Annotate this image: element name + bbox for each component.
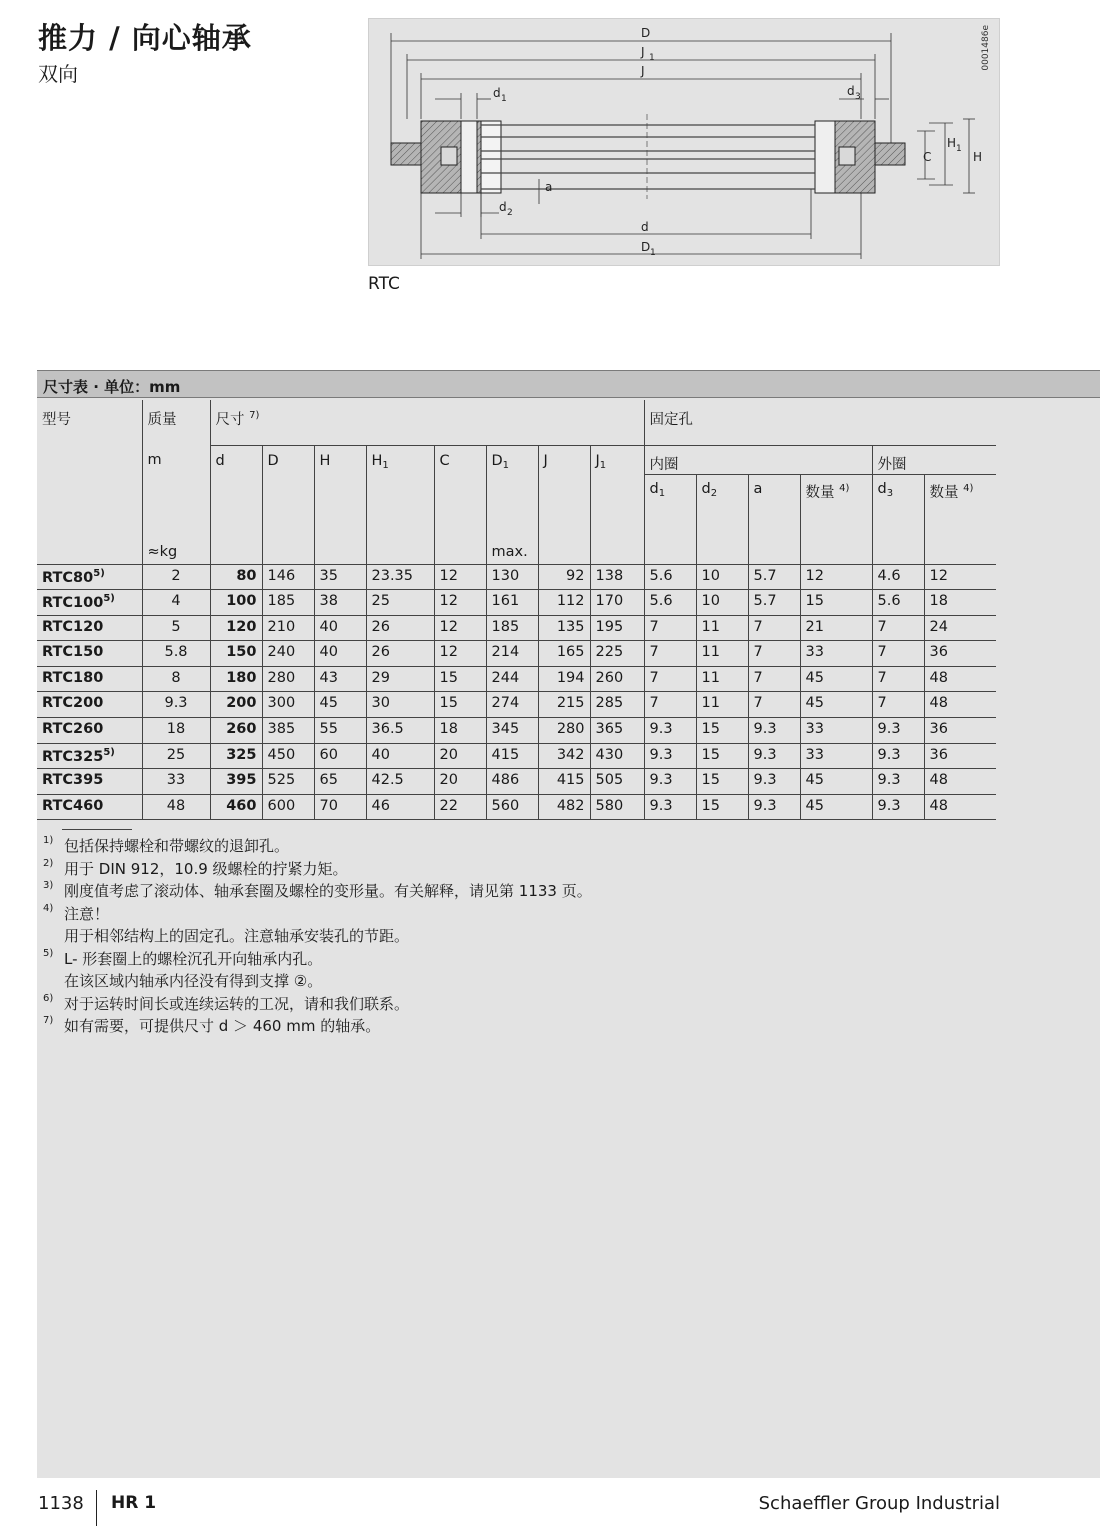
cell-J1: 170 <box>590 590 644 616</box>
cell-d1: 9.3 <box>644 769 696 795</box>
cell-d: 80 <box>210 564 262 590</box>
cell-C: 12 <box>434 641 486 667</box>
cell-d3: 7 <box>872 692 924 718</box>
cell-d: 460 <box>210 794 262 820</box>
cell-a: 5.7 <box>748 564 800 590</box>
cell-d1: 9.3 <box>644 743 696 769</box>
table-row <box>37 692 996 718</box>
cell-n_out: 48 <box>924 769 996 795</box>
footnote <box>43 858 592 881</box>
cell-d3: 7 <box>872 641 924 667</box>
cell-d2: 15 <box>696 718 748 744</box>
cell-a: 7 <box>748 615 800 641</box>
cell-d: 100 <box>210 590 262 616</box>
cell-n_out: 48 <box>924 666 996 692</box>
svg-text:C: C <box>923 150 932 164</box>
cell-H1: 40 <box>366 743 434 769</box>
col-D1: $D_1$ <box>486 445 538 474</box>
cell-J: 135 <box>538 615 590 641</box>
col-d: d <box>210 445 262 474</box>
table-row <box>37 564 996 590</box>
cell-D1: 415 <box>486 743 538 769</box>
col-qty-outer: 数量 $^{4)}$ <box>924 474 996 564</box>
cell-d2: 11 <box>696 641 748 667</box>
cell-J: 482 <box>538 794 590 820</box>
cell-C: 15 <box>434 692 486 718</box>
cell-C: 20 <box>434 769 486 795</box>
cell-m: 33 <box>142 769 210 795</box>
cell-J: 194 <box>538 666 590 692</box>
footnote-line: 在该区域内轴承内径没有得到支撑 ②。 <box>64 972 323 990</box>
footnote-mark: 4) <box>43 902 54 914</box>
page-number: 1138 <box>38 1493 84 1514</box>
table-row <box>37 743 996 769</box>
table-row <box>37 794 996 820</box>
row-model: RTC80$^{5)}$ <box>37 564 142 590</box>
footnote-mark: 7) <box>43 1015 54 1026</box>
cell-d3: 4.6 <box>872 564 924 590</box>
table-row <box>37 641 996 667</box>
table-caption: 尺寸表 · 单位：mm <box>37 370 1100 398</box>
cell-J1: 430 <box>590 743 644 769</box>
row-model: RTC460 <box>37 794 142 820</box>
col-J: J <box>538 445 590 474</box>
svg-text:a: a <box>545 180 553 194</box>
cell-d3: 7 <box>872 666 924 692</box>
cell-C: 22 <box>434 794 486 820</box>
svg-text:1: 1 <box>501 94 507 104</box>
svg-text:D: D <box>641 26 651 40</box>
cell-H: 65 <box>314 769 366 795</box>
col-H1: $H_1$ <box>366 445 434 474</box>
svg-text:d: d <box>499 200 507 214</box>
cell-C: 12 <box>434 615 486 641</box>
cell-a: 7 <box>748 692 800 718</box>
col-model: 型号 <box>42 412 71 428</box>
cell-d2: 11 <box>696 666 748 692</box>
row-model: RTC180 <box>37 666 142 692</box>
cell-n_in: 33 <box>800 743 872 769</box>
cell-d1: 5.6 <box>644 590 696 616</box>
cell-d2: 10 <box>696 564 748 590</box>
svg-text:1: 1 <box>650 248 656 258</box>
cell-D: 300 <box>262 692 314 718</box>
table-row <box>37 769 996 795</box>
cell-H: 35 <box>314 564 366 590</box>
col-dims: 尺寸 $^{7)}$ <box>210 400 644 445</box>
cell-D1: 345 <box>486 718 538 744</box>
cell-d3: 9.3 <box>872 769 924 795</box>
cell-n_out: 36 <box>924 743 996 769</box>
footnote-line: 对于运转时间长或连续运转的工况，请和我们联系。 <box>64 994 410 1013</box>
cell-H: 70 <box>314 794 366 820</box>
cell-a: 9.3 <box>748 794 800 820</box>
col-qty-inner: 数量 $^{4)}$ <box>800 474 872 564</box>
svg-text:2: 2 <box>507 208 513 218</box>
table-row <box>37 666 996 692</box>
cell-H: 45 <box>314 692 366 718</box>
cell-J1: 505 <box>590 769 644 795</box>
cell-m: 5.8 <box>142 641 210 667</box>
footnotes <box>43 835 592 1038</box>
cell-n_in: 33 <box>800 718 872 744</box>
col-D: D <box>262 445 314 474</box>
cell-d2: 11 <box>696 692 748 718</box>
footnote-rule <box>62 829 132 830</box>
cell-d2: 11 <box>696 615 748 641</box>
cell-J: 280 <box>538 718 590 744</box>
cell-d1: 7 <box>644 666 696 692</box>
table-row <box>37 718 996 744</box>
footnote-line: 用于相邻结构上的固定孔。注意轴承安装孔的节距。 <box>64 927 410 945</box>
cell-D1: 244 <box>486 666 538 692</box>
cell-H: 43 <box>314 666 366 692</box>
svg-text:d: d <box>847 84 855 98</box>
col-d2: $d_2$ <box>696 474 748 564</box>
cell-n_in: 45 <box>800 692 872 718</box>
dimension-table <box>37 400 996 820</box>
footnote-line: 用于 DIN 912，10.9 级螺栓的拧紧力矩。 <box>64 859 348 878</box>
cell-d2: 15 <box>696 743 748 769</box>
row-model: RTC150 <box>37 641 142 667</box>
footnote <box>43 948 592 993</box>
col-H: H <box>314 445 366 474</box>
cell-D1: 185 <box>486 615 538 641</box>
footnote-line: L- 形套圈上的螺栓沉孔开向轴承内孔。 <box>64 949 323 968</box>
footer-divider <box>96 1490 97 1526</box>
cell-H1: 26 <box>366 615 434 641</box>
cell-d: 325 <box>210 743 262 769</box>
col-d3: $d_3$ <box>872 474 924 564</box>
cell-d1: 9.3 <box>644 718 696 744</box>
cell-J1: 285 <box>590 692 644 718</box>
cell-H1: 30 <box>366 692 434 718</box>
cell-a: 7 <box>748 641 800 667</box>
table-row <box>37 590 996 616</box>
col-outer: 外圈 <box>872 445 996 474</box>
footnote-mark: 5) <box>43 947 54 959</box>
cell-D: 385 <box>262 718 314 744</box>
cell-m: 48 <box>142 794 210 820</box>
col-J1: $J_1$ <box>590 445 644 474</box>
cell-D: 450 <box>262 743 314 769</box>
figure-caption: RTC <box>368 274 400 294</box>
cell-n_in: 15 <box>800 590 872 616</box>
footnote <box>43 903 592 948</box>
col-max: max. <box>486 474 538 564</box>
cell-D: 185 <box>262 590 314 616</box>
cell-d: 180 <box>210 666 262 692</box>
cell-m: 25 <box>142 743 210 769</box>
cell-D: 280 <box>262 666 314 692</box>
cell-d1: 5.6 <box>644 564 696 590</box>
col-inner: 内圈 <box>644 445 872 474</box>
cell-m: 8 <box>142 666 210 692</box>
cell-n_out: 24 <box>924 615 996 641</box>
cell-n_in: 45 <box>800 666 872 692</box>
cell-d2: 15 <box>696 769 748 795</box>
cell-d2: 15 <box>696 794 748 820</box>
table-row <box>37 615 996 641</box>
footnote-mark: 2) <box>43 857 54 869</box>
cell-d: 200 <box>210 692 262 718</box>
footnote-line: 包括保持螺栓和带螺纹的退卸孔。 <box>64 837 290 855</box>
cell-H: 40 <box>314 641 366 667</box>
cell-a: 9.3 <box>748 769 800 795</box>
cell-J1: 365 <box>590 718 644 744</box>
col-C: C <box>434 445 486 474</box>
company-name: Schaeffler Group Industrial <box>758 1493 1000 1514</box>
cell-d: 260 <box>210 718 262 744</box>
svg-text:H: H <box>947 136 957 150</box>
cell-m: 5 <box>142 615 210 641</box>
cell-C: 12 <box>434 590 486 616</box>
svg-text:d: d <box>493 86 501 100</box>
row-model: RTC200 <box>37 692 142 718</box>
row-model: RTC395 <box>37 769 142 795</box>
cell-n_out: 36 <box>924 718 996 744</box>
cell-D1: 274 <box>486 692 538 718</box>
cell-n_in: 45 <box>800 769 872 795</box>
cell-J1: 195 <box>590 615 644 641</box>
cell-n_in: 33 <box>800 641 872 667</box>
cell-H1: 46 <box>366 794 434 820</box>
cell-H: 38 <box>314 590 366 616</box>
cell-J1: 260 <box>590 666 644 692</box>
cell-n_out: 12 <box>924 564 996 590</box>
row-model: RTC100$^{5)}$ <box>37 590 142 616</box>
bearing-drawing <box>368 18 1000 266</box>
cell-J1: 225 <box>590 641 644 667</box>
cell-d1: 7 <box>644 692 696 718</box>
svg-text:H: H <box>973 150 983 164</box>
page-subtitle: 双向 <box>38 62 78 86</box>
col-mass-unit: ≈kg <box>142 474 210 564</box>
footnote <box>43 993 592 1016</box>
footnote <box>43 1015 592 1038</box>
cell-d: 150 <box>210 641 262 667</box>
cell-J: 342 <box>538 743 590 769</box>
footnote-line: 刚度值考虑了滚动体、轴承套圈及螺栓的变形量。有关解释，请见第 1133 页。 <box>64 882 592 900</box>
cell-H1: 29 <box>366 666 434 692</box>
cell-D: 240 <box>262 641 314 667</box>
svg-text:J: J <box>641 64 645 78</box>
cell-D: 210 <box>262 615 314 641</box>
row-model: RTC260 <box>37 718 142 744</box>
cell-D1: 130 <box>486 564 538 590</box>
cell-a: 9.3 <box>748 718 800 744</box>
cell-D: 600 <box>262 794 314 820</box>
cell-H: 40 <box>314 615 366 641</box>
cell-d1: 9.3 <box>644 794 696 820</box>
footnote-line: 注意！ <box>64 904 110 923</box>
cell-d: 395 <box>210 769 262 795</box>
cell-a: 5.7 <box>748 590 800 616</box>
cell-n_out: 36 <box>924 641 996 667</box>
cell-H1: 42.5 <box>366 769 434 795</box>
cell-m: 2 <box>142 564 210 590</box>
col-fixing: 固定孔 <box>644 400 996 445</box>
cell-d3: 5.6 <box>872 590 924 616</box>
cell-C: 20 <box>434 743 486 769</box>
cell-D1: 486 <box>486 769 538 795</box>
figure-code: 0001486e <box>981 25 991 71</box>
cell-H1: 25 <box>366 590 434 616</box>
svg-text:3: 3 <box>855 92 861 102</box>
cell-D1: 560 <box>486 794 538 820</box>
cell-n_in: 21 <box>800 615 872 641</box>
cell-J: 215 <box>538 692 590 718</box>
footnote <box>43 835 592 858</box>
svg-text:J: J <box>641 45 645 59</box>
cell-d3: 9.3 <box>872 794 924 820</box>
cell-H1: 26 <box>366 641 434 667</box>
cell-H: 55 <box>314 718 366 744</box>
cell-C: 18 <box>434 718 486 744</box>
cell-m: 18 <box>142 718 210 744</box>
cell-H1: 36.5 <box>366 718 434 744</box>
cell-n_out: 48 <box>924 692 996 718</box>
cell-d3: 7 <box>872 615 924 641</box>
row-model: RTC325$^{5)}$ <box>37 743 142 769</box>
cell-d3: 9.3 <box>872 743 924 769</box>
row-model: RTC120 <box>37 615 142 641</box>
cell-d1: 7 <box>644 641 696 667</box>
cell-m: 9.3 <box>142 692 210 718</box>
dimension-panel <box>37 370 1100 1478</box>
cell-D: 525 <box>262 769 314 795</box>
cell-J: 165 <box>538 641 590 667</box>
cell-n_out: 18 <box>924 590 996 616</box>
col-a: a <box>748 474 800 564</box>
cell-d3: 9.3 <box>872 718 924 744</box>
cell-n_in: 45 <box>800 794 872 820</box>
cell-D1: 161 <box>486 590 538 616</box>
cell-a: 9.3 <box>748 743 800 769</box>
cell-d: 120 <box>210 615 262 641</box>
cell-J1: 580 <box>590 794 644 820</box>
page-footer <box>0 1488 1100 1527</box>
page-title: 推力 / 向心轴承 <box>38 21 252 55</box>
footnote-line: 如有需要，可提供尺寸 d ＞ 460 mm 的轴承。 <box>64 1017 381 1035</box>
cell-C: 15 <box>434 666 486 692</box>
cell-n_in: 12 <box>800 564 872 590</box>
cell-H: 60 <box>314 743 366 769</box>
cell-n_out: 48 <box>924 794 996 820</box>
cell-d1: 7 <box>644 615 696 641</box>
cell-d2: 10 <box>696 590 748 616</box>
bearing-cross-section-svg <box>369 19 1001 267</box>
cell-H1: 23.35 <box>366 564 434 590</box>
svg-text:1: 1 <box>649 53 655 63</box>
cell-J: 92 <box>538 564 590 590</box>
cell-J: 112 <box>538 590 590 616</box>
col-d1: $d_1$ <box>644 474 696 564</box>
cell-J1: 138 <box>590 564 644 590</box>
col-mass: 质量 <box>142 400 210 445</box>
cell-C: 12 <box>434 564 486 590</box>
footnote-mark: 6) <box>43 992 54 1004</box>
cell-m: 4 <box>142 590 210 616</box>
footnote <box>43 880 592 903</box>
svg-text:D: D <box>641 240 651 254</box>
footnote-mark: 1) <box>43 835 54 846</box>
doc-code: HR 1 <box>111 1493 157 1513</box>
cell-D1: 214 <box>486 641 538 667</box>
svg-text:1: 1 <box>956 144 962 154</box>
footnote-mark: 3) <box>43 880 54 891</box>
cell-D: 146 <box>262 564 314 590</box>
svg-text:d: d <box>641 220 649 234</box>
cell-J: 415 <box>538 769 590 795</box>
col-m: m <box>142 445 210 474</box>
cell-a: 7 <box>748 666 800 692</box>
